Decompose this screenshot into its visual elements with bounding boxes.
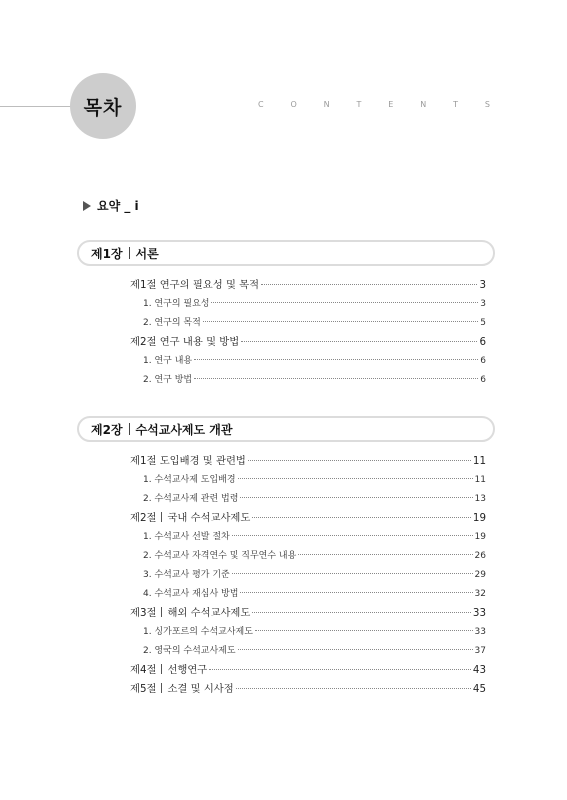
chapter-separator <box>129 423 130 435</box>
toc-subentry[interactable] <box>130 566 486 585</box>
toc-entry-title: 1. 연구 내용 <box>143 356 193 366</box>
page-number: 11 <box>474 475 486 485</box>
toc-entry[interactable] <box>130 333 486 352</box>
toc-subentry[interactable] <box>130 528 486 547</box>
toc-entry-title: 국내 수석교사제도 <box>167 512 251 524</box>
contents-letter: E <box>388 100 394 109</box>
page-number: 3 <box>479 279 486 291</box>
toc-subentry[interactable] <box>130 352 486 371</box>
toc-entry-title: 4. 수석교사 재심사 방법 <box>143 589 239 599</box>
toc-entry-label <box>130 333 239 352</box>
page-number: 32 <box>474 589 486 599</box>
chapter-2-header <box>77 416 495 442</box>
dot-leader <box>194 378 478 379</box>
contents-letter: C <box>258 100 264 109</box>
toc-subentry[interactable] <box>130 547 486 566</box>
summary-label: 요약 _ i <box>97 199 139 213</box>
dot-leader <box>211 302 478 303</box>
toc-entry-label <box>130 680 234 699</box>
toc-entry-title: 2. 수석교사 자격연수 및 직무연수 내용 <box>143 551 297 561</box>
page-number: 37 <box>474 646 486 656</box>
chapter-2-title: 수석교사제도 개관 <box>135 422 233 437</box>
dot-leader <box>238 649 473 650</box>
toc-entry-title: 2. 연구 방법 <box>143 375 193 385</box>
contents-word <box>258 100 490 109</box>
page-number: 19 <box>474 532 486 542</box>
toc-entry[interactable] <box>130 661 486 680</box>
chapter-2-number: 제2장 <box>91 422 123 437</box>
page-number: 45 <box>472 683 486 695</box>
toc-subentry[interactable] <box>130 314 486 333</box>
chapter-1-number: 제1장 <box>91 246 123 261</box>
toc-entry[interactable] <box>130 604 486 623</box>
contents-letter: N <box>323 100 330 109</box>
dot-leader <box>252 517 471 518</box>
toc-entry-title: 1. 수석교사 선발 절차 <box>143 532 230 542</box>
toc-entry[interactable] <box>130 509 486 528</box>
dot-leader <box>241 341 477 342</box>
chapter-2-toc <box>130 452 486 699</box>
dot-leader <box>248 460 471 461</box>
section-number: 제4절 <box>130 664 157 676</box>
toc-entry-label <box>130 661 207 680</box>
toc-entry-title: 3. 수석교사 평가 기준 <box>143 570 230 580</box>
page-number: 11 <box>472 455 486 467</box>
toc-entry-label <box>130 276 259 295</box>
section-number: 제3절 <box>130 607 157 619</box>
dot-leader <box>240 592 472 593</box>
page-number: 13 <box>474 494 486 504</box>
toc-entry-title: 1. 수석교사제 도입배경 <box>143 475 236 485</box>
toc-entry[interactable] <box>130 452 486 471</box>
toc-entry-label <box>143 295 209 314</box>
toc-entry-label <box>130 452 246 471</box>
page-number: 6 <box>479 336 486 348</box>
section-number: 제1절 <box>130 279 157 291</box>
page-number: 6 <box>480 375 486 385</box>
toc-entry[interactable] <box>130 680 486 699</box>
toc-subentry[interactable] <box>130 471 486 490</box>
dot-leader <box>240 497 472 498</box>
dot-leader <box>255 630 473 631</box>
toc-entry-label <box>143 352 192 371</box>
toc-entry-title: 2. 연구의 목적 <box>143 318 201 328</box>
page-number: 33 <box>472 607 486 619</box>
toc-entry-label <box>143 314 201 333</box>
toc-entry-label <box>143 642 236 661</box>
toc-entry-label <box>143 547 296 566</box>
toc-subentry[interactable] <box>130 490 486 509</box>
toc-entry-title: 1. 싱가포르의 수석교사제도 <box>143 627 253 637</box>
toc-entry-label <box>143 566 230 585</box>
toc-entry-title: 소결 및 시사점 <box>167 683 234 695</box>
section-number: 제2절 <box>130 512 157 524</box>
dot-leader <box>209 669 471 670</box>
toc-entry-label <box>143 528 230 547</box>
summary-link[interactable] <box>83 197 139 214</box>
toc-entry-label <box>130 604 250 623</box>
page-number: 29 <box>474 570 486 580</box>
dot-leader <box>203 321 478 322</box>
section-separator <box>161 683 162 693</box>
toc-entry-title: 2. 수석교사제 관련 법령 <box>143 494 239 504</box>
toc-entry-title: 연구 내용 및 방법 <box>159 336 240 348</box>
toc-entry-title: 1. 연구의 필요성 <box>143 299 210 309</box>
page-number: 3 <box>480 299 486 309</box>
chapter-1-title: 서론 <box>135 246 159 261</box>
toc-entry-title: 연구의 필요성 및 목적 <box>159 279 260 291</box>
contents-letter: T <box>453 100 458 109</box>
toc-subentry[interactable] <box>130 371 486 390</box>
toc-entry-label <box>130 509 250 528</box>
toc-subentry[interactable] <box>130 295 486 314</box>
section-number: 제1절 <box>130 455 157 467</box>
toc-entry-label <box>143 585 238 604</box>
contents-letter: T <box>356 100 362 109</box>
toc-entry[interactable] <box>130 276 486 295</box>
page-number: 5 <box>480 318 486 328</box>
page-title: 목차 <box>83 96 123 119</box>
toc-entry-label <box>143 371 192 390</box>
dot-leader <box>261 284 477 285</box>
contents-letter: S <box>484 100 490 109</box>
toc-entry-title: 해외 수석교사제도 <box>167 607 251 619</box>
toc-entry-title: 2. 영국의 수석교사제도 <box>143 646 236 656</box>
dot-leader <box>236 688 471 689</box>
section-separator <box>161 512 162 522</box>
page-number: 6 <box>480 356 486 366</box>
dot-leader <box>232 573 473 574</box>
dot-leader <box>238 478 473 479</box>
section-number: 제2절 <box>130 336 157 348</box>
page-number: 33 <box>474 627 486 637</box>
dot-leader <box>298 554 472 555</box>
triangle-right-icon <box>83 201 91 211</box>
chapter-1-header <box>77 240 495 266</box>
contents-letter: N <box>420 100 427 109</box>
page-number: 43 <box>472 664 486 676</box>
chapter-1-toc <box>130 276 486 390</box>
chapter-separator <box>129 247 130 259</box>
toc-entry-title: 선행연구 <box>167 664 208 676</box>
toc-subentry[interactable] <box>130 623 486 642</box>
page-number: 19 <box>472 512 486 524</box>
section-number: 제5절 <box>130 683 157 695</box>
dot-leader <box>194 359 478 360</box>
page-number: 26 <box>474 551 486 561</box>
toc-entry-title: 도입배경 및 관련법 <box>159 455 246 467</box>
dot-leader <box>252 612 471 613</box>
toc-subentry[interactable] <box>130 585 486 604</box>
toc-entry-label <box>143 490 238 509</box>
toc-entry-label <box>143 471 236 490</box>
toc-subentry[interactable] <box>130 642 486 661</box>
dot-leader <box>232 535 473 536</box>
section-separator <box>161 664 162 674</box>
toc-entry-label <box>143 623 253 642</box>
contents-letter: O <box>290 100 297 109</box>
section-separator <box>161 607 162 617</box>
